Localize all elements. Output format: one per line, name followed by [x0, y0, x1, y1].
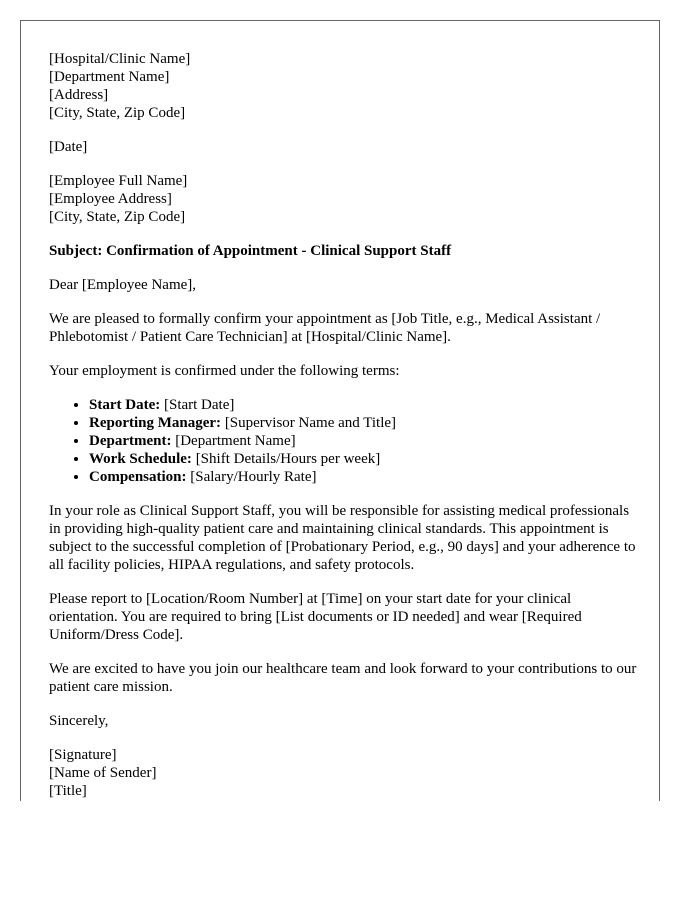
intro-paragraph: We are pleased to formally confirm your appointment as [Job Title, e.g., Medical Assistant / Phlebotomist / Patient Care Technician] at [Hospital/Clinic Name].: [49, 311, 601, 345]
term-department: [89, 432, 639, 450]
letter-subject: Subject: Confirmation of Appointment - Clinical Support Staff: [49, 243, 452, 259]
letter-page: [20, 20, 660, 801]
employee-city-state-zip: [City, State, Zip Code]: [49, 209, 186, 225]
letter-date: [Date]: [49, 139, 88, 155]
term-value: [Department Name]: [171, 433, 296, 449]
term-value: [Shift Details/Hours per week]: [191, 451, 381, 467]
sender-title: [Title]: [49, 783, 87, 799]
signoff: Sincerely,: [49, 713, 109, 729]
term-label: Work Schedule:: [89, 451, 192, 467]
hospital-name: [Hospital/Clinic Name]: [49, 51, 191, 67]
sender-address: [49, 50, 639, 122]
term-compensation: [89, 468, 639, 486]
term-label: Department:: [89, 433, 172, 449]
term-value: [Salary/Hourly Rate]: [186, 469, 317, 485]
orientation-paragraph: Please report to [Location/Room Number] at [Time] on your start date for your clinical orientation. You are required to bring [List documents or ID needed] and wear [Required Uniform/Dress Code].: [49, 591, 582, 643]
term-start-date: [89, 396, 639, 414]
sender-city-state-zip: [City, State, Zip Code]: [49, 105, 186, 121]
term-label: Start Date:: [89, 397, 161, 413]
term-value: [Start Date]: [160, 397, 235, 413]
recipient-address: [49, 172, 639, 226]
term-label: Reporting Manager:: [89, 415, 222, 431]
sender-street-address: [Address]: [49, 87, 109, 103]
terms-list: [49, 396, 639, 486]
responsibilities-paragraph: In your role as Clinical Support Staff, you will be responsible for assisting medical professionals in providing high-quality patient care and maintaining clinical standards. This appointment is subject to the successful completion of [Probationary Period, e.g., 90 days] and your adherence to all facility policies, HIPAA regulations, and safety protocols.: [49, 503, 636, 573]
sender-name: [Name of Sender]: [49, 765, 157, 781]
term-label: Compensation:: [89, 469, 187, 485]
department-name: [Department Name]: [49, 69, 170, 85]
letter-body: [49, 50, 639, 801]
term-work-schedule: [89, 450, 639, 468]
salutation: Dear [Employee Name],: [49, 277, 197, 293]
closing-paragraph: We are excited to have you join our healthcare team and look forward to your contributions to our patient care mission.: [49, 661, 637, 695]
signature-block: [49, 746, 639, 800]
term-value: [Supervisor Name and Title]: [221, 415, 397, 431]
terms-intro: Your employment is confirmed under the following terms:: [49, 363, 400, 379]
employee-address: [Employee Address]: [49, 191, 172, 207]
signature-line: [Signature]: [49, 747, 117, 763]
employee-full-name: [Employee Full Name]: [49, 173, 188, 189]
term-reporting-manager: [89, 414, 639, 432]
